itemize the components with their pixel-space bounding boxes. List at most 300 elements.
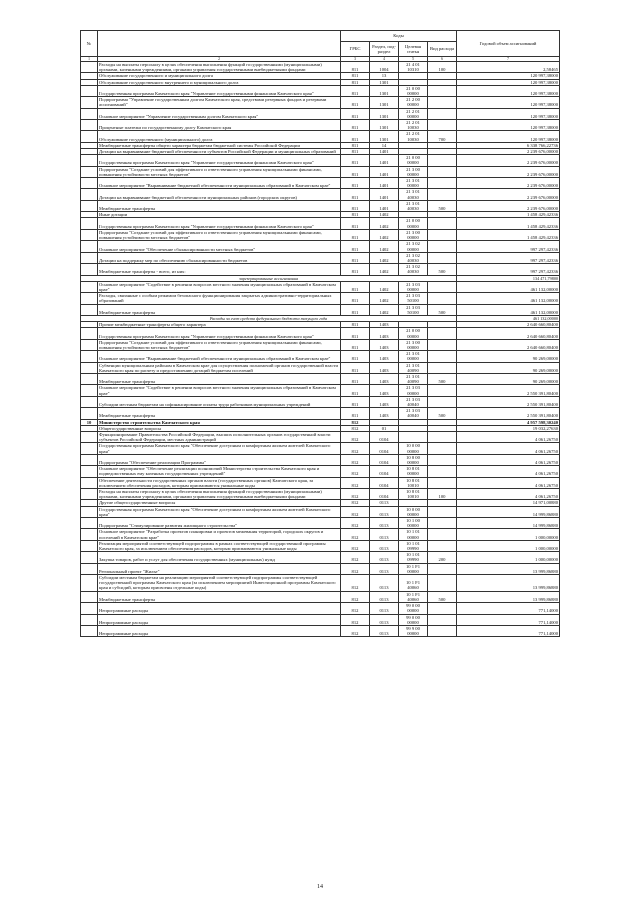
cell-vr bbox=[428, 625, 457, 636]
cell-sum: 13 999,86880 bbox=[457, 575, 560, 592]
cell-name: Непрограммные расходы bbox=[98, 614, 341, 625]
cell-sum: 997 297,42336 bbox=[457, 252, 560, 263]
cell-cs: 21 3 03 40040 bbox=[399, 408, 428, 419]
cell-rz: 1403 bbox=[370, 351, 399, 362]
cell-num bbox=[81, 120, 98, 131]
table-row bbox=[81, 241, 560, 252]
cell-name: Процентные платежи по государственному долгу Камчатского края bbox=[98, 120, 341, 131]
cell-sum: 2 640 660,80400 bbox=[457, 339, 560, 350]
cell-gr: 811 bbox=[341, 264, 370, 275]
table-row bbox=[81, 575, 560, 592]
table-row bbox=[81, 443, 560, 454]
cell-cs: 21 3 02 40030 bbox=[399, 252, 428, 263]
cell-gr: 811 bbox=[341, 241, 370, 252]
cell-vr bbox=[428, 218, 457, 229]
cell-cs: 21 0 00 00000 bbox=[399, 85, 428, 96]
cell-vr: 500 bbox=[428, 591, 457, 602]
cell-name: Межбюджетные трансферты - всего, из них: bbox=[98, 264, 341, 275]
cell-num bbox=[81, 241, 98, 252]
cell-gr: 811 bbox=[341, 351, 370, 362]
table-row bbox=[81, 477, 560, 488]
cell-name: Прочие межбюджетные трансферты общего характера bbox=[98, 322, 341, 328]
cell-rz: 0113 bbox=[370, 603, 399, 614]
cell-rz: 1402 bbox=[370, 252, 399, 263]
cell-gr: 812 bbox=[341, 552, 370, 563]
table-row bbox=[81, 229, 560, 240]
cell-vr bbox=[428, 97, 457, 108]
table-body bbox=[81, 62, 560, 637]
cell-gr: 811 bbox=[341, 62, 370, 73]
cell-sum: 4 061,26750 bbox=[457, 477, 560, 488]
cell-cs: 21 2 01 10030 bbox=[399, 120, 428, 131]
cell-sum: 14 971,00880 bbox=[457, 500, 560, 506]
cell-rz: 0104 bbox=[370, 466, 399, 477]
cell-name: Субсидии местным бюджетам на реализацию мероприятий соответствующей подпрограммы соответствующей государственной программы Камчатского края (за исключением мероприятий Инвестиционной программы Камчатского края и субсидий, которым присвоены отдельные коды) bbox=[98, 575, 341, 592]
cell-sum: 1 458 429,42336 bbox=[457, 229, 560, 240]
cell-sum: 997 297,42336 bbox=[457, 264, 560, 275]
table-row bbox=[81, 62, 560, 73]
cell-sum: 90 269,00000 bbox=[457, 362, 560, 373]
cell-rz: 0113 bbox=[370, 575, 399, 592]
cell-vr: 700 bbox=[428, 131, 457, 142]
cell-gr: 811 bbox=[341, 229, 370, 240]
table-row bbox=[81, 351, 560, 362]
cell-vr bbox=[428, 166, 457, 177]
cell-name: Государственная программа Камчатского края "Обеспечение доступным и комфортным жильем жителей Камчатского края" bbox=[98, 443, 341, 454]
cell-num bbox=[81, 614, 98, 625]
cell-num bbox=[81, 252, 98, 263]
cell-gr: 811 bbox=[341, 328, 370, 339]
cell-cs: 21 2 00 00000 bbox=[399, 97, 428, 108]
cell-num bbox=[81, 166, 98, 177]
cell-rz: 1403 bbox=[370, 408, 399, 419]
cell-rz: 1403 bbox=[370, 396, 399, 407]
cell-num bbox=[81, 304, 98, 315]
cell-sum: 1 458 429,42336 bbox=[457, 218, 560, 229]
cell-name: Общегосударственные вопросы bbox=[98, 425, 341, 431]
idx-cell: 7 bbox=[457, 57, 560, 62]
cell-vr: 500 bbox=[428, 304, 457, 315]
table-row bbox=[81, 432, 560, 443]
cell-num bbox=[81, 229, 98, 240]
cell-num bbox=[81, 293, 98, 304]
cell-num bbox=[81, 62, 98, 73]
table-row bbox=[81, 373, 560, 384]
cell-sum: 120 997,38000 bbox=[457, 120, 560, 131]
table-row bbox=[81, 281, 560, 292]
cell-rz: 1401 bbox=[370, 200, 399, 211]
cell-sum: 771,14000 bbox=[457, 603, 560, 614]
cell-rz: 1402 bbox=[370, 281, 399, 292]
cell-sum: 4 061,26750 bbox=[457, 466, 560, 477]
cell-name: Межбюджетные трансферты bbox=[98, 373, 341, 384]
cell-num bbox=[81, 552, 98, 563]
cell-rz: 1403 bbox=[370, 328, 399, 339]
cell-sum: 90 269,00000 bbox=[457, 351, 560, 362]
cell-gr: 811 bbox=[341, 322, 370, 328]
cell-name: Субвенции муниципальным районам в Камчатском крае для осуществления полномочий органов государственной власти Камчатского края по расчету и предоставлению дотаций бюджетам поселений bbox=[98, 362, 341, 373]
cell-num: 10 bbox=[81, 419, 98, 425]
cell-num bbox=[81, 506, 98, 517]
cell-gr: 812 bbox=[341, 506, 370, 517]
cell-gr: 812 bbox=[341, 603, 370, 614]
cell-name: Министерство строительства Камчатского края bbox=[98, 419, 341, 425]
cell-gr: 811 bbox=[341, 149, 370, 155]
cell-rz: 1004 bbox=[370, 62, 399, 73]
cell-name: Реализация мероприятий соответствующей подпрограммы в рамках соответствующей государственной программы Камчатского края, за исключением обеспечения расходов, которым присваиваются уникальные коды bbox=[98, 540, 341, 551]
cell-name: Основное мероприятие "Содействие в решении вопросов местного значения муниципальных образований в Камчатском крае" bbox=[98, 281, 341, 292]
cell-rz: 0113 bbox=[370, 563, 399, 574]
cell-name: Дотации на выравнивание бюджетной обеспеченности субъектов Российской Федерации и муниципальных образований bbox=[98, 149, 341, 155]
cell-name: Межбюджетные трансферты bbox=[98, 304, 341, 315]
cell-vr bbox=[428, 362, 457, 373]
cell-rz: 0113 bbox=[370, 518, 399, 529]
table-row bbox=[81, 408, 560, 419]
cell-vr bbox=[428, 229, 457, 240]
cell-rz: 0104 bbox=[370, 477, 399, 488]
cell-rz: 1301 bbox=[370, 120, 399, 131]
cell-rz: 0113 bbox=[370, 529, 399, 540]
cell-vr: 100 bbox=[428, 62, 457, 73]
cell-gr: 811 bbox=[341, 97, 370, 108]
cell-sum: 2,58465 bbox=[457, 62, 560, 73]
cell-cs: 21 0 00 00000 bbox=[399, 328, 428, 339]
cell-cs: 21 2 01 10030 bbox=[399, 131, 428, 142]
cell-rz: 0104 bbox=[370, 454, 399, 465]
cell-vr bbox=[428, 529, 457, 540]
cell-gr: 812 bbox=[341, 540, 370, 551]
cell-gr: 812 bbox=[341, 419, 370, 425]
table-row bbox=[81, 218, 560, 229]
cell-vr bbox=[428, 155, 457, 166]
cell-rz: 1401 bbox=[370, 189, 399, 200]
cell-vr bbox=[428, 506, 457, 517]
cell-vr bbox=[428, 108, 457, 119]
table-row bbox=[81, 252, 560, 263]
col-gr-header: ГРБС bbox=[341, 42, 370, 57]
cell-cs: 21 3 01 00000 bbox=[399, 178, 428, 189]
cell-num bbox=[81, 362, 98, 373]
cell-sum: 2 640 660,80400 bbox=[457, 328, 560, 339]
cell-cs: 10 1 00 00000 bbox=[399, 518, 428, 529]
idx-cell: 1 bbox=[81, 57, 98, 62]
cell-gr: 812 bbox=[341, 489, 370, 500]
cell-name: Закупка товаров, работ и услуг для обеспечения государственных (муниципальных) нужд bbox=[98, 552, 341, 563]
cell-rz: 1401 bbox=[370, 178, 399, 189]
table-row bbox=[81, 625, 560, 636]
table-row bbox=[81, 178, 560, 189]
cell-cs: 10 8 01 00000 bbox=[399, 466, 428, 477]
cell-sum: 4 957 598,30240 bbox=[457, 419, 560, 425]
cell-gr: 811 bbox=[341, 155, 370, 166]
cell-num bbox=[81, 529, 98, 540]
cell-name: Подпрограмма "Создание условий для эффективного и ответственного управления муниципальными финансами, повышения устойчивости местных бюджетов" bbox=[98, 166, 341, 177]
col-name-header bbox=[98, 31, 341, 57]
cell-num bbox=[81, 85, 98, 96]
cell-sum: 771,14000 bbox=[457, 614, 560, 625]
cell-gr: 812 bbox=[341, 614, 370, 625]
cell-vr bbox=[428, 614, 457, 625]
cell-gr: 811 bbox=[341, 79, 370, 85]
cell-gr: 811 bbox=[341, 362, 370, 373]
cell-sum: 13 999,86880 bbox=[457, 591, 560, 602]
table-row bbox=[81, 97, 560, 108]
cell-rz: 0113 bbox=[370, 506, 399, 517]
cell-name: Обслуживание государственного внутреннего и муниципального долга bbox=[98, 79, 341, 85]
cell-num bbox=[81, 328, 98, 339]
cell-name: Основное мероприятие "Управление государственным долгом Камчатского края" bbox=[98, 108, 341, 119]
cell-rz: 1401 bbox=[370, 155, 399, 166]
cell-num bbox=[81, 575, 98, 592]
cell-sum: 2 239 676,00000 bbox=[457, 200, 560, 211]
cell-gr: 811 bbox=[341, 73, 370, 79]
cell-gr: 811 bbox=[341, 178, 370, 189]
cell-vr bbox=[428, 241, 457, 252]
cell-rz: 0104 bbox=[370, 443, 399, 454]
cell-gr: 811 bbox=[341, 252, 370, 263]
table-row bbox=[81, 264, 560, 275]
cell-num bbox=[81, 108, 98, 119]
cell-num bbox=[81, 563, 98, 574]
cell-vr bbox=[428, 189, 457, 200]
table-row bbox=[81, 529, 560, 540]
cell-gr: 811 bbox=[341, 200, 370, 211]
cell-cs: 21 3 02 00000 bbox=[399, 241, 428, 252]
cell-name: Обслуживание государственного и муниципального долга bbox=[98, 73, 341, 79]
budget-table bbox=[80, 30, 560, 637]
cell-sum: 120 997,38000 bbox=[457, 97, 560, 108]
cell-num bbox=[81, 264, 98, 275]
cell-name: Расходы, связанные с особым режимом безопасного функционирования закрытых административно-территориальных образований bbox=[98, 293, 341, 304]
cell-sum: 90 269,00000 bbox=[457, 373, 560, 384]
table-row bbox=[81, 362, 560, 373]
cell-name: Другие общегосударственные вопросы bbox=[98, 500, 341, 506]
cell-cs: 21 3 00 00000 bbox=[399, 166, 428, 177]
cell-gr: 812 bbox=[341, 563, 370, 574]
cell-cs: 21 4 01 10310 bbox=[399, 62, 428, 73]
table-row bbox=[81, 304, 560, 315]
cell-num bbox=[81, 432, 98, 443]
cell-sum: 4 061,26750 bbox=[457, 489, 560, 500]
idx-cell: 2 bbox=[98, 57, 341, 62]
document-page bbox=[80, 30, 560, 637]
table-row bbox=[81, 540, 560, 551]
table-row bbox=[81, 108, 560, 119]
cell-name: Субсидии местным бюджетам на софинансирование оплаты труда работников муниципальных учреждений bbox=[98, 396, 341, 407]
cell-sum: 120 997,38000 bbox=[457, 85, 560, 96]
cell-vr bbox=[428, 120, 457, 131]
cell-name: Иные дотации bbox=[98, 212, 341, 218]
cell-rz: 1401 bbox=[370, 149, 399, 155]
cell-cs: 10 0 00 00000 bbox=[399, 443, 428, 454]
cell-gr: 812 bbox=[341, 477, 370, 488]
cell-name: Государственная программа Камчатского края "Управление государственными финансами Камчатского края" bbox=[98, 155, 341, 166]
cell-sum: 2 640 660,80400 bbox=[457, 322, 560, 328]
cell-name: Государственная программа Камчатского края "Обеспечение доступным и комфортным жильем жителей Камчатского края" bbox=[98, 506, 341, 517]
table-row bbox=[81, 396, 560, 407]
cell-name: Основное мероприятие "Содействие в решении вопросов местного значения муниципальных образований в Камчатском крае" bbox=[98, 385, 341, 396]
table-row bbox=[81, 454, 560, 465]
table-row bbox=[81, 614, 560, 625]
idx-cell: 3 bbox=[341, 57, 370, 62]
table-row bbox=[81, 120, 560, 131]
cell-gr: 811 bbox=[341, 304, 370, 315]
cell-name: Межбюджетные трансферты bbox=[98, 591, 341, 602]
cell-num bbox=[81, 155, 98, 166]
cell-sum: 2 239 676,00000 bbox=[457, 155, 560, 166]
cell-num bbox=[81, 373, 98, 384]
table-row bbox=[81, 189, 560, 200]
cell-gr: 812 bbox=[341, 425, 370, 431]
cell-rz: 01 bbox=[370, 425, 399, 431]
cell-cs: 21 3 03 50100 bbox=[399, 293, 428, 304]
cell-cs: 21 3 01 40030 bbox=[399, 200, 428, 211]
col-sum-header: Годовой объем ассигнований bbox=[457, 31, 560, 57]
cell-name: Государственная программа Камчатского края "Управление государственными финансами Камчатского края" bbox=[98, 85, 341, 96]
cell-gr: 811 bbox=[341, 218, 370, 229]
cell-gr: 811 bbox=[341, 212, 370, 218]
cell-num bbox=[81, 454, 98, 465]
cell-cs: 21 2 01 00000 bbox=[399, 108, 428, 119]
cell-num bbox=[81, 178, 98, 189]
row-note: зарезервированные ассигнования bbox=[81, 275, 457, 281]
table-row bbox=[81, 155, 560, 166]
cell-rz: 1403 bbox=[370, 385, 399, 396]
cell-cs: 10 8 01 10010 bbox=[399, 489, 428, 500]
cell-vr bbox=[428, 293, 457, 304]
col-vr-header: Вид расхода bbox=[428, 42, 457, 57]
cell-sum: 461 132,00000 bbox=[457, 315, 560, 321]
cell-vr: 500 bbox=[428, 200, 457, 211]
cell-rz: 1403 bbox=[370, 362, 399, 373]
cell-vr bbox=[428, 603, 457, 614]
cell-vr bbox=[428, 85, 457, 96]
cell-gr: 811 bbox=[341, 166, 370, 177]
cell-gr: 811 bbox=[341, 189, 370, 200]
cell-name: Обслуживание государственного (муниципального) долга bbox=[98, 131, 341, 142]
cell-vr bbox=[428, 563, 457, 574]
cell-sum: 4 061,26750 bbox=[457, 432, 560, 443]
cell-rz: 1301 bbox=[370, 131, 399, 142]
cell-rz: 0113 bbox=[370, 625, 399, 636]
cell-rz: 0113 bbox=[370, 500, 399, 506]
cell-gr: 812 bbox=[341, 432, 370, 443]
cell-name: Основное мероприятие "Выравнивание бюджетной обеспеченности муниципальных образований в Камчатском крае" bbox=[98, 178, 341, 189]
cell-cs: 10 1 01 09990 bbox=[399, 540, 428, 551]
cell-vr bbox=[428, 281, 457, 292]
cell-gr: 811 bbox=[341, 142, 370, 148]
table-row bbox=[81, 339, 560, 350]
cell-num bbox=[81, 408, 98, 419]
table-row bbox=[81, 563, 560, 574]
table-row bbox=[81, 603, 560, 614]
cell-num bbox=[81, 218, 98, 229]
cell-rz: 0113 bbox=[370, 552, 399, 563]
cell-rz: 0113 bbox=[370, 591, 399, 602]
cell-vr bbox=[428, 339, 457, 350]
cell-name: Основное мероприятие "Разработка проектов планировки и проектов межевания территорий, городских округов и поселений в Камчатском крае" bbox=[98, 529, 341, 540]
idx-cell: 6 bbox=[428, 57, 457, 62]
cell-vr: 100 bbox=[428, 489, 457, 500]
cell-sum: 1 458 429,42336 bbox=[457, 212, 560, 218]
cell-name: Функционирование Правительства Российской Федерации, высших исполнительных органов государственной власти субъектов Российской Федерации, местных администраций bbox=[98, 432, 341, 443]
cell-name: Подпрограмма "Обеспечение реализации Программы" bbox=[98, 454, 341, 465]
cell-rz: 1301 bbox=[370, 85, 399, 96]
cell-cs: 10 8 01 10010 bbox=[399, 477, 428, 488]
cell-rz: 1301 bbox=[370, 79, 399, 85]
cell-sum: 134 471,79800 bbox=[457, 275, 560, 281]
cell-name: Подпрограмма "Создание условий для эффективного и ответственного управления муниципальными финансами, повышения устойчивости местных бюджетов" bbox=[98, 339, 341, 350]
cell-rz: 0113 bbox=[370, 540, 399, 551]
cell-gr: 811 bbox=[341, 339, 370, 350]
cell-name: Межбюджетные трансферты bbox=[98, 408, 341, 419]
cell-cs bbox=[399, 432, 428, 443]
cell-sum: 120 997,38000 bbox=[457, 73, 560, 79]
cell-num bbox=[81, 489, 98, 500]
cell-gr: 811 bbox=[341, 281, 370, 292]
cell-name: Подпрограмма "Создание условий для эффективного и ответственного управления муниципальными финансами, повышения устойчивости местных бюджетов" bbox=[98, 229, 341, 240]
cell-sum: 461 132,00000 bbox=[457, 281, 560, 292]
cell-vr bbox=[428, 385, 457, 396]
cell-gr: 812 bbox=[341, 575, 370, 592]
cell-vr bbox=[428, 432, 457, 443]
cell-vr: 500 bbox=[428, 408, 457, 419]
cell-name: Межбюджетные трансферты bbox=[98, 200, 341, 211]
cell-vr bbox=[428, 443, 457, 454]
table-row bbox=[81, 591, 560, 602]
cell-name: Основное мероприятие "Выравнивание бюджетной обеспеченности муниципальных образований в Камчатском крае" bbox=[98, 351, 341, 362]
cell-vr bbox=[428, 477, 457, 488]
table-row bbox=[81, 506, 560, 517]
cell-num bbox=[81, 591, 98, 602]
cell-num bbox=[81, 200, 98, 211]
cell-name: Обеспечение деятельности государственных органов власти (государственных органов) Камчатского края, за исключением обеспечения расходов, которым присваиваются уникальные коды bbox=[98, 477, 341, 488]
cell-gr: 812 bbox=[341, 500, 370, 506]
table-row bbox=[81, 131, 560, 142]
cell-gr: 812 bbox=[341, 443, 370, 454]
cell-vr bbox=[428, 328, 457, 339]
cell-sum: 1 000,00000 bbox=[457, 540, 560, 551]
col-rz-header: Раздел, под-раздел bbox=[370, 42, 399, 57]
cell-cs: 21 0 00 00000 bbox=[399, 218, 428, 229]
cell-gr: 811 bbox=[341, 385, 370, 396]
table-row bbox=[81, 518, 560, 529]
cell-name: Региональный проект "Жилье" bbox=[98, 563, 341, 574]
cell-gr: 812 bbox=[341, 466, 370, 477]
cell-rz: 13 bbox=[370, 73, 399, 79]
cell-gr: 812 bbox=[341, 625, 370, 636]
cell-cs: 21 3 03 40040 bbox=[399, 396, 428, 407]
cell-vr: 500 bbox=[428, 264, 457, 275]
cell-name: Государственная программа Камчатского края "Управление государственными финансами Камчатского края" bbox=[98, 328, 341, 339]
cell-sum: 1 000,00000 bbox=[457, 529, 560, 540]
cell-name: Непрограммные расходы bbox=[98, 625, 341, 636]
idx-cell: 4 bbox=[370, 57, 399, 62]
cell-cs: 21 3 03 00000 bbox=[399, 281, 428, 292]
cell-name: Расходы на выплаты персоналу в целях обеспечения выполнения функций государственными (муниципальными) органами, казенными учреждениями, органами управления государственными внебюджетными фондами bbox=[98, 62, 341, 73]
cell-rz: 0104 bbox=[370, 489, 399, 500]
cell-rz: 1301 bbox=[370, 108, 399, 119]
cell-sum: 2 550 391,80400 bbox=[457, 408, 560, 419]
table-row bbox=[81, 85, 560, 96]
cell-sum: 461 132,00000 bbox=[457, 293, 560, 304]
cell-vr bbox=[428, 466, 457, 477]
cell-sum: 13 999,86880 bbox=[457, 563, 560, 574]
cell-sum: 2 550 391,80400 bbox=[457, 385, 560, 396]
cell-cs: 10 0 00 00000 bbox=[399, 506, 428, 517]
cell-cs: 21 3 03 50100 bbox=[399, 304, 428, 315]
cell-sum: 6 338 766,22736 bbox=[457, 142, 560, 148]
